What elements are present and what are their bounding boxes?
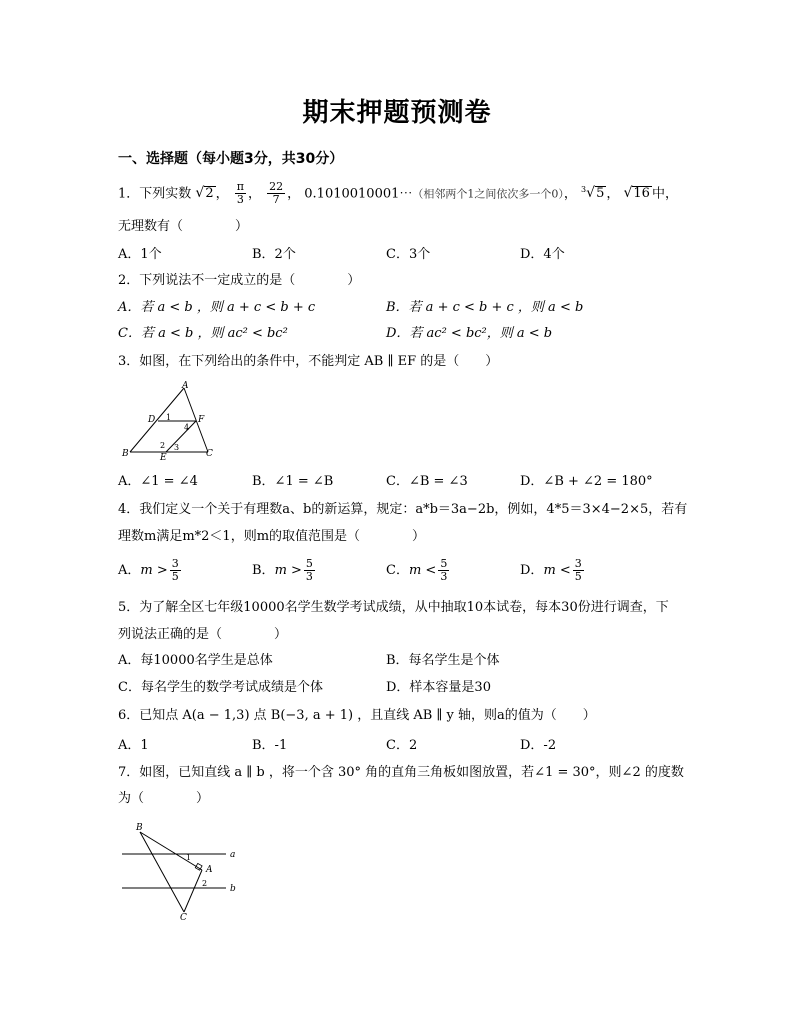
q1-note: （相邻两个1之间依次多一个0）	[412, 187, 564, 201]
q2-option-d: D．若 ac² < bc²，则 a < b	[386, 326, 553, 341]
q1-frac-pi: $\frac{\pi}{3}$	[236, 180, 244, 207]
question-1-stem: 1．下列实数 √2 ， $\frac{\pi}{3}$ ， $\frac{22}{7}$ ， 0.1010010001⋯（相邻两个1之间依次多一个0）， $^3$√5 ， √16 中，	[118, 180, 678, 207]
q2-option-c: C．若 a < b ，则 ac² < bc²	[118, 326, 288, 341]
question-6-stem: 6．已知点 A(a − 1,3) 点 B(−3, a + 1) ，且直线 AB ∥ y 轴，则a的值为（ ）	[118, 708, 596, 723]
question-4-line2: 理数m满足m*2＜1，则m的取值范围是（ ）	[118, 529, 426, 544]
q3-figure	[118, 380, 228, 462]
q1-suffix: 中，	[651, 186, 678, 202]
q6-option-c: C．2	[386, 738, 418, 753]
q3-angle-2: 2	[160, 441, 166, 450]
q7-angle-2: 2	[202, 879, 208, 888]
sqrt-icon: √	[195, 185, 205, 202]
q3-label-b: B	[122, 449, 129, 459]
question-4-line1: 4．我们定义一个关于有理数a、b的新运算，规定：a*b＝3a−2b，例如，4*5＝3×4−2×5，若有	[118, 502, 688, 517]
question-2-stem: 2．下列说法不一定成立的是（ ）	[118, 273, 361, 288]
q1-decimal: 0.1010010001⋯	[304, 186, 413, 202]
question-1-line2: 无理数有（ ）	[118, 219, 249, 234]
q2-option-a: A．若 a < b ，则 a + c < b + c	[118, 300, 316, 315]
q2-option-b: B．若 a + c < b + c ，则 a < b	[386, 300, 584, 315]
q3-label-c: C	[206, 449, 213, 459]
q4-option-d: D．m < $\frac{3}{5}$	[520, 557, 582, 583]
q7-angle-1: 1	[186, 853, 192, 862]
q5-option-d: D．样本容量是30	[386, 680, 491, 695]
q6-option-a: A．1	[118, 738, 149, 753]
question-3-stem: 3．如图，在下列给出的条件中，不能判定 AB ∥ EF 的是（ ）	[118, 354, 499, 369]
section-heading: 一、选择题（每小题3分，共30分）	[118, 151, 344, 167]
q5-option-b: B．每名学生是个体	[386, 653, 500, 668]
q1-option-a: A．1个	[118, 247, 162, 262]
q1-option-c: C．3个	[386, 247, 431, 262]
q3-option-d: D．∠B + ∠2 = 180°	[520, 474, 653, 489]
sqrt-icon: √	[623, 185, 633, 202]
q4-option-b: B．m > $\frac{5}{3}$	[252, 557, 313, 583]
q3-label-d: D	[148, 415, 156, 425]
q1-cube-rad: 5	[596, 186, 605, 202]
q3-option-a: A．∠1 = ∠4	[118, 474, 198, 489]
q5-option-c: C．每名学生的数学考试成绩是个体	[118, 680, 323, 695]
q3-label-e: E	[160, 453, 167, 462]
q7-figure	[118, 820, 248, 920]
q4-option-c: C．m < $\frac{5}{3}$	[386, 557, 448, 583]
q1-option-b: B．2个	[252, 247, 296, 262]
q6-option-b: B．-1	[252, 738, 288, 753]
q7-label-a-vertex: A	[206, 865, 213, 875]
q7-label-line-a: a	[230, 850, 236, 860]
q6-option-d: D．-2	[520, 738, 557, 753]
q4-option-a: A．m > $\frac{3}{5}$	[118, 557, 179, 583]
q1-prefix: 1．下列实数	[118, 186, 192, 202]
q7-label-b: B	[136, 823, 143, 833]
q3-angle-3: 3	[174, 443, 180, 452]
q3-option-c: C．∠B = ∠3	[386, 474, 468, 489]
q7-label-c: C	[180, 913, 187, 920]
page-title: 期末押题预测卷	[302, 98, 492, 128]
cube-root-icon: √	[586, 185, 596, 202]
question-7-line2: 为（ ）	[118, 791, 210, 806]
q1-frac-22-7: $\frac{22}{7}$	[269, 180, 284, 207]
q1-option-d: D．4个	[520, 247, 565, 262]
q7-label-line-b: b	[230, 884, 236, 894]
question-5-line1: 5．为了解全区七年级10000名学生数学考试成绩，从中抽取10本试卷，每本30份进行调查，下	[118, 600, 669, 615]
q1-cube-index: 3	[581, 185, 587, 194]
q1-sqrt16: 16	[633, 186, 650, 202]
q5-option-a: A．每10000名学生是总体	[118, 653, 273, 668]
q3-angle-4: 4	[184, 423, 190, 432]
q3-angle-1: 1	[166, 413, 172, 422]
q3-option-b: B．∠1 = ∠B	[252, 474, 334, 489]
question-7-line1: 7．如图，已知直线 a ∥ b ，将一个含 30° 角的直角三角板如图放置，若∠1 = 30°，则∠2 的度数	[118, 765, 684, 780]
q1-sqrt2: 2	[205, 186, 214, 202]
q3-label-f: F	[198, 415, 205, 425]
q3-label-a: A	[182, 381, 189, 391]
question-5-line2: 列说法正确的是（ ）	[118, 627, 288, 642]
